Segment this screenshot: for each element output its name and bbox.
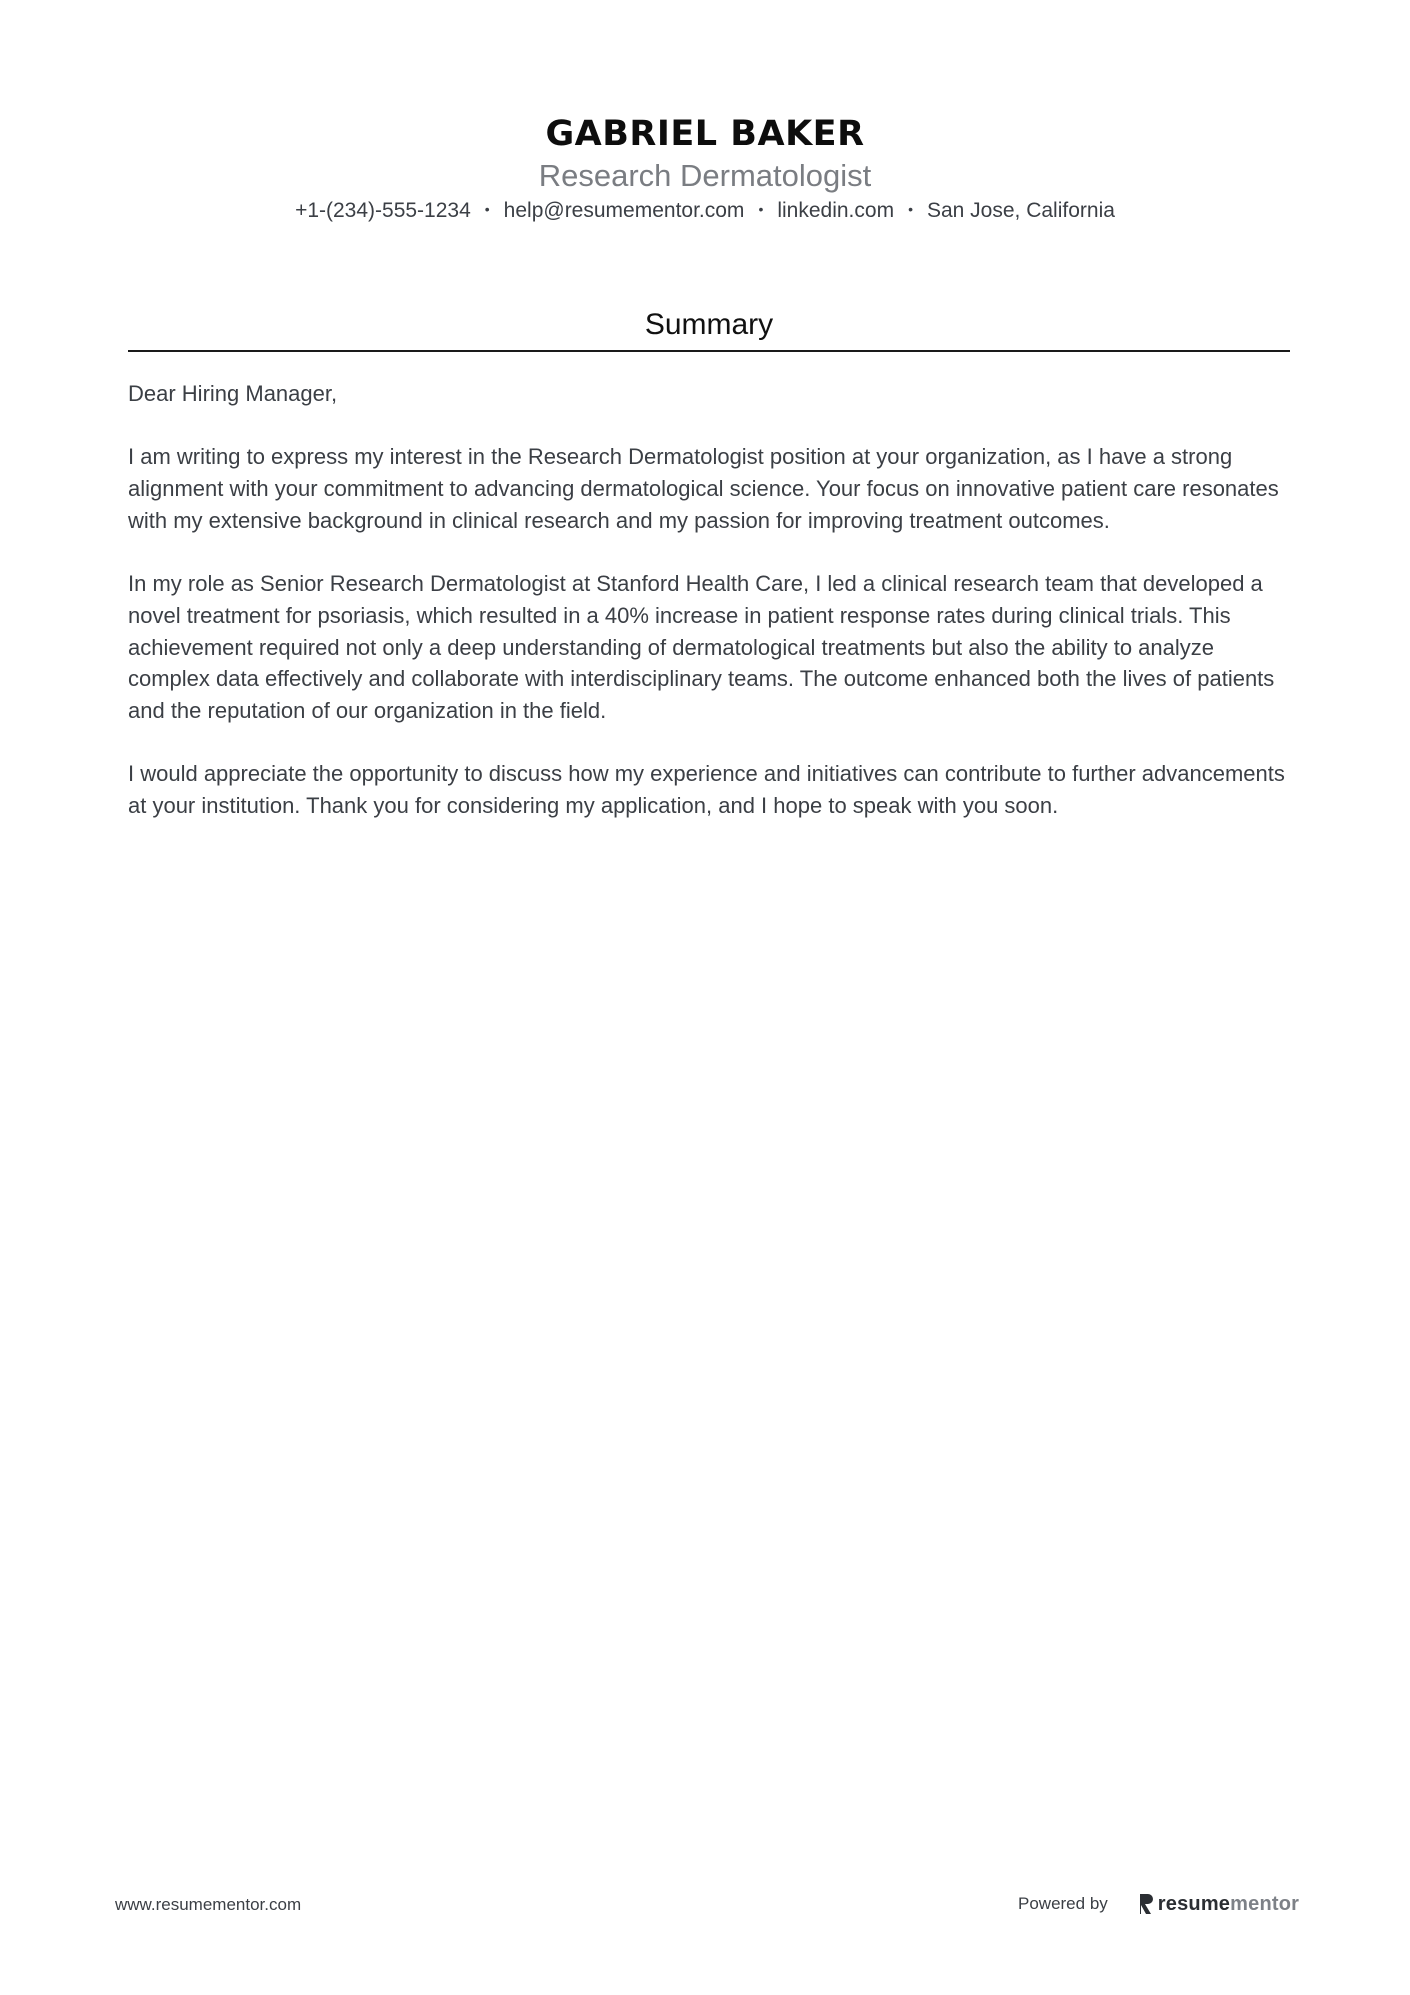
logo-text-light: mentor — [1230, 1892, 1300, 1915]
section-title-summary: Summary — [644, 308, 774, 341]
paragraph-2: In my role as Senior Research Dermatologist at Stanford Health Care, I led a clinical research team that developed a novel treatment for psoriasis, which resulted in a 40% increase in patient response rates during clinical trials. This achievement required not only a deep understanding of dermatological treatments but also the ability to analyze complex data effectively and collaborate with interdisciplinary teams. The outcome enhanced both the lives of patients and the reputation of our organization in the field. — [128, 571, 1275, 723]
footer-branding — [1018, 1891, 1299, 1917]
contact-email[interactable]: help@resumementor.com — [503, 199, 745, 222]
contact-location: San Jose, California — [926, 199, 1115, 222]
section-divider — [128, 350, 1290, 352]
candidate-role: Research Dermatologist — [538, 158, 872, 193]
header — [0, 112, 1410, 226]
paragraph-3: I would appreciate the opportunity to discuss how my experience and initiatives can contribute to further advancements at your institution. Thank you for considering my application, and I hope to speak with you soon. — [128, 761, 1285, 819]
footer-website[interactable]: www.resumementor.com — [115, 1895, 302, 1914]
powered-by-label: Powered by — [1018, 1894, 1108, 1913]
paragraph-1: I am writing to express my interest in the Research Dermatologist position at your organization, as I have a strong alignment with your commitment to advancing dermatological science. Your focus on innovative patient care resonates with my extensive background in clinical research and my passion for improving treatment outcomes. — [128, 444, 1279, 533]
separator-dot: • — [908, 201, 913, 218]
contact-linkedin[interactable]: linkedin.com — [777, 199, 895, 222]
resumementor-logo[interactable] — [1138, 1893, 1299, 1916]
resumementor-logo-icon — [1138, 1893, 1154, 1915]
candidate-name: GABRIEL BAKER — [545, 114, 865, 154]
salutation: Dear Hiring Manager, — [128, 381, 338, 406]
separator-dot: • — [484, 201, 490, 218]
letter-body — [128, 378, 1290, 853]
logo-wordmark — [1158, 1893, 1299, 1916]
logo-text-bold: resume — [1157, 1892, 1231, 1915]
contact-line — [0, 196, 1410, 226]
separator-dot: • — [758, 201, 764, 218]
contact-phone: +1-(234)-555-1234 — [295, 199, 471, 222]
